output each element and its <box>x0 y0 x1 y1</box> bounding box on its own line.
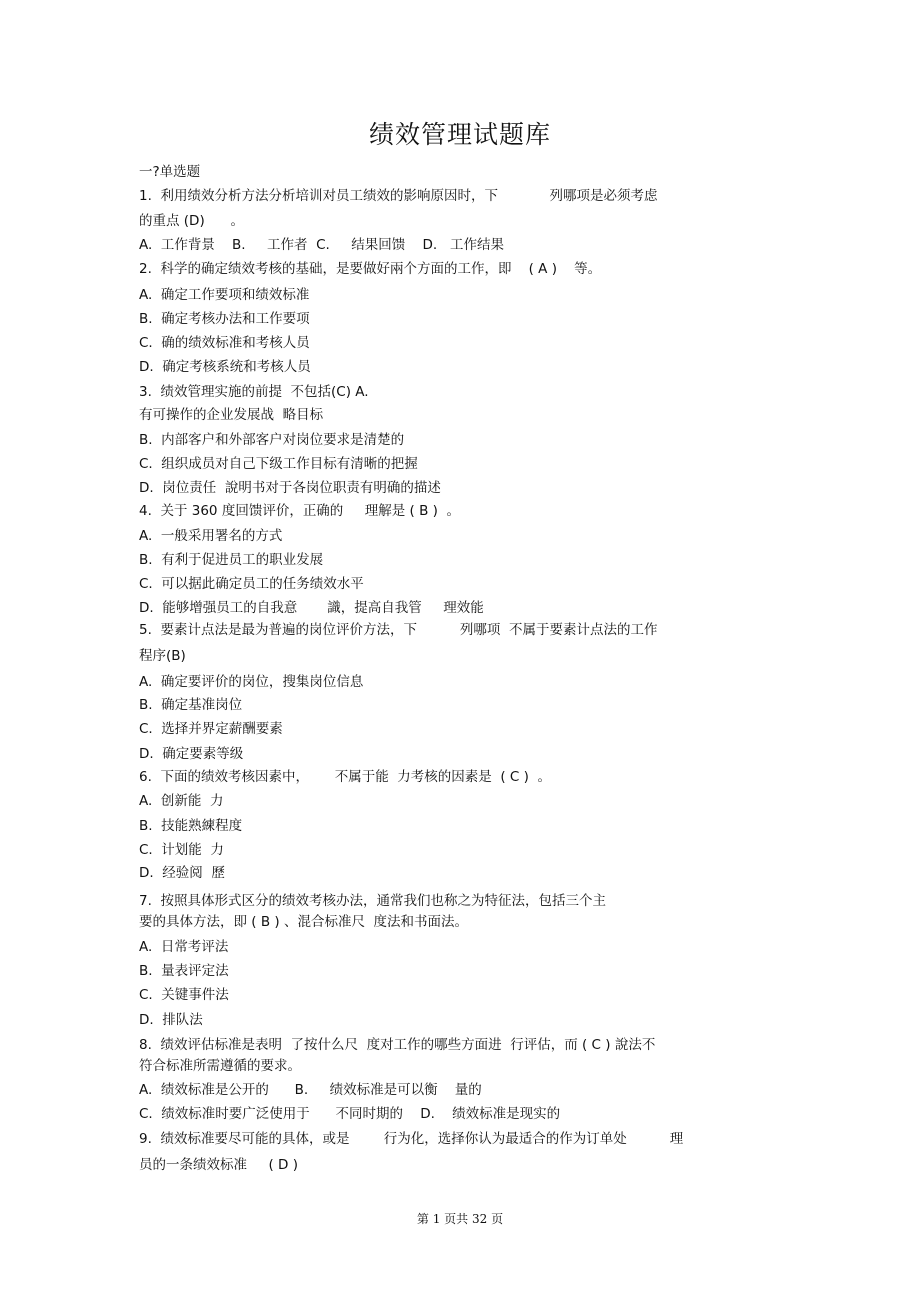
question-line: 8. 绩效评估标准是表明 了按什么尺 度对工作的哪些方面进 行评估，而 ( C ) 說法不 <box>139 1037 656 1053</box>
option-line: D. 确定考核系统和考核人员 <box>139 359 311 375</box>
question-line: 9. 绩效标准要尽可能的具体，或是 行为化，选择你认为最适合的作为订单处 理 <box>139 1131 684 1147</box>
option-line: C. 确的绩效标准和考核人员 <box>139 335 310 351</box>
option-line: D. 岗位责任 說明书对于各岗位职责有明确的描述 <box>139 480 441 496</box>
option-line: C. 选择并界定薪酬要素 <box>139 721 283 737</box>
question-line: 程序(B) <box>139 648 186 664</box>
option-line: B. 量表评定法 <box>139 963 229 979</box>
option-line: C. 绩效标准时要广泛使用于 不同时期的 D. 绩效标准是现实的 <box>139 1106 561 1122</box>
page-title: 绩效管理试题库 <box>368 120 551 149</box>
question-line: 的重点 (D) 。 <box>139 213 244 229</box>
option-line: D. 排队法 <box>139 1012 203 1028</box>
option-line: C. 可以据此确定员工的任务绩效水平 <box>139 576 364 592</box>
option-line: A. 一般采用署名的方式 <box>139 528 283 544</box>
question-line: 2. 科学的确定绩效考核的基础，是要做好兩个方面的工作，即 ( A ) 等。 <box>139 261 602 277</box>
question-line: 3. 绩效管理实施的前提 不包括(C) A. <box>139 384 369 400</box>
question-line: 符合标准所需遵循的要求。 <box>139 1058 301 1074</box>
option-line: B. 确定基准岗位 <box>139 697 243 713</box>
option-line: C. 计划能 力 <box>139 842 224 858</box>
option-line: A. 确定工作要项和绩效标准 <box>139 287 310 303</box>
option-line: B. 确定考核办法和工作要项 <box>139 311 310 327</box>
question-line: 员的一条绩效标准 ( D ) <box>139 1157 298 1173</box>
question-line: 要的具体方法，即 ( B ) 、混合标准尺 度法和书面法。 <box>139 914 469 930</box>
question-line: 1. 利用绩效分析方法分析培训对员工绩效的影响原因时，下 列哪项是必须考虑 <box>139 188 658 204</box>
option-line: C. 组织成员对自己下级工作目标有清晰的把握 <box>139 456 418 472</box>
option-line: B. 技能熟練程度 <box>139 818 243 834</box>
option-line: C. 关键事件法 <box>139 987 229 1003</box>
option-line: A. 工作背景 B. 工作者 C. 结果回馈 D. 工作结果 <box>139 237 505 253</box>
option-line: B. 有利于促进员工的职业发展 <box>139 552 324 568</box>
option-line: D. 能够增强员工的自我意 識，提高自我管 理效能 <box>139 600 484 616</box>
option-line: A. 绩效标准是公开的 B. 绩效标准是可以衡 量的 <box>139 1082 482 1098</box>
option-line: D. 经验阅 歷 <box>139 865 225 881</box>
section-heading: 一?单选题 <box>139 164 201 180</box>
question-line: 7. 按照具体形式区分的绩效考核办法，通常我们也称之为特征法，包括三个主 <box>139 893 606 909</box>
option-line: A. 确定要评价的岗位，搜集岗位信息 <box>139 674 364 690</box>
option-line: B. 内部客户和外部客户对岗位要求是清楚的 <box>139 432 405 448</box>
option-line: 有可操作的企业发展战 略目标 <box>139 407 324 423</box>
option-line: D. 确定要素等级 <box>139 746 244 762</box>
option-line: A. 日常考评法 <box>139 939 229 955</box>
question-line: 5. 要素计点法是最为普遍的岗位评价方法，下 列哪项 不属于要素计点法的工作 <box>139 622 658 638</box>
question-line: 4. 关于 360 度回馈评价，正确的 理解是 ( B ) 。 <box>139 503 461 519</box>
question-line: 6. 下面的绩效考核因素中， 不属于能 力考核的因素是 ( C ) 。 <box>139 769 551 785</box>
option-line: A. 创新能 力 <box>139 793 224 809</box>
page-footer: 第 1 页共 32 页 <box>416 1212 504 1226</box>
